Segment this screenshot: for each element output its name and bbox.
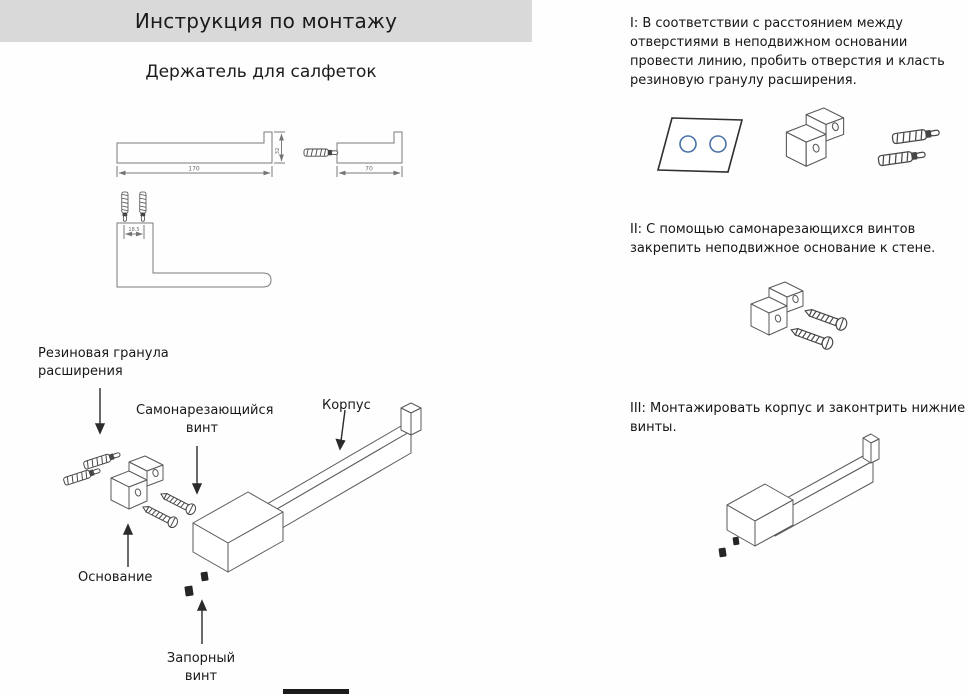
step-3-illustration: [695, 430, 925, 585]
label-body: Корпус: [322, 398, 371, 413]
base-block-art: [786, 108, 843, 166]
top-view-anchor-icons: [122, 192, 146, 221]
base-block-art: [111, 456, 163, 509]
header-bar: [0, 0, 532, 42]
step-1-text: I: В соответствии с расстоянием между отверстиями в неподвижном основании провести линию, пробить отверстия и класть резиновую гранулу расширения.: [630, 16, 945, 89]
page-title: Инструкция по монтажу: [134, 9, 398, 33]
self-tapping-screw-icons: [140, 489, 197, 529]
side-view-anchor-icon: [304, 149, 338, 156]
holder-body-art: [727, 434, 879, 546]
base-block-art: [751, 282, 803, 335]
step-3-text: III: Монтажировать корпус и законтрить нижние винты.: [630, 401, 966, 436]
dim-height-text: 32: [275, 147, 281, 155]
product-subtitle: Держатель для салфеток: [145, 62, 377, 82]
dim-length-text: 170: [188, 165, 200, 173]
technical-drawing: [100, 110, 430, 310]
step-2-illustration: [715, 270, 915, 395]
label-rubber-anchor: Резиновая гранула расширения: [38, 346, 169, 380]
wall-anchor-icons: [878, 127, 940, 165]
lock-screw-icons: [718, 537, 739, 558]
dim-hole-spacing-text: 18.5: [128, 227, 140, 233]
dim-depth-text: 70: [365, 165, 373, 173]
lock-screw-icons: [184, 571, 208, 596]
label-self-tapping-screw: Самонарезающийся винт: [136, 403, 274, 437]
label-lock-screw: Запорный винт: [166, 651, 236, 685]
label-base: Основание: [78, 570, 153, 585]
step-2-text: II: С помощью самонарезающихся винтов закрепить неподвижное основание к стене.: [630, 222, 936, 257]
self-tapping-screw-icons: [789, 305, 848, 351]
top-view: [117, 223, 271, 287]
step-1-illustration: [640, 100, 960, 215]
exploded-diagram-art: [25, 340, 475, 694]
wall-plate-art: [658, 118, 742, 172]
bottom-edge-artifact: [283, 689, 349, 694]
front-view: [117, 132, 285, 177]
